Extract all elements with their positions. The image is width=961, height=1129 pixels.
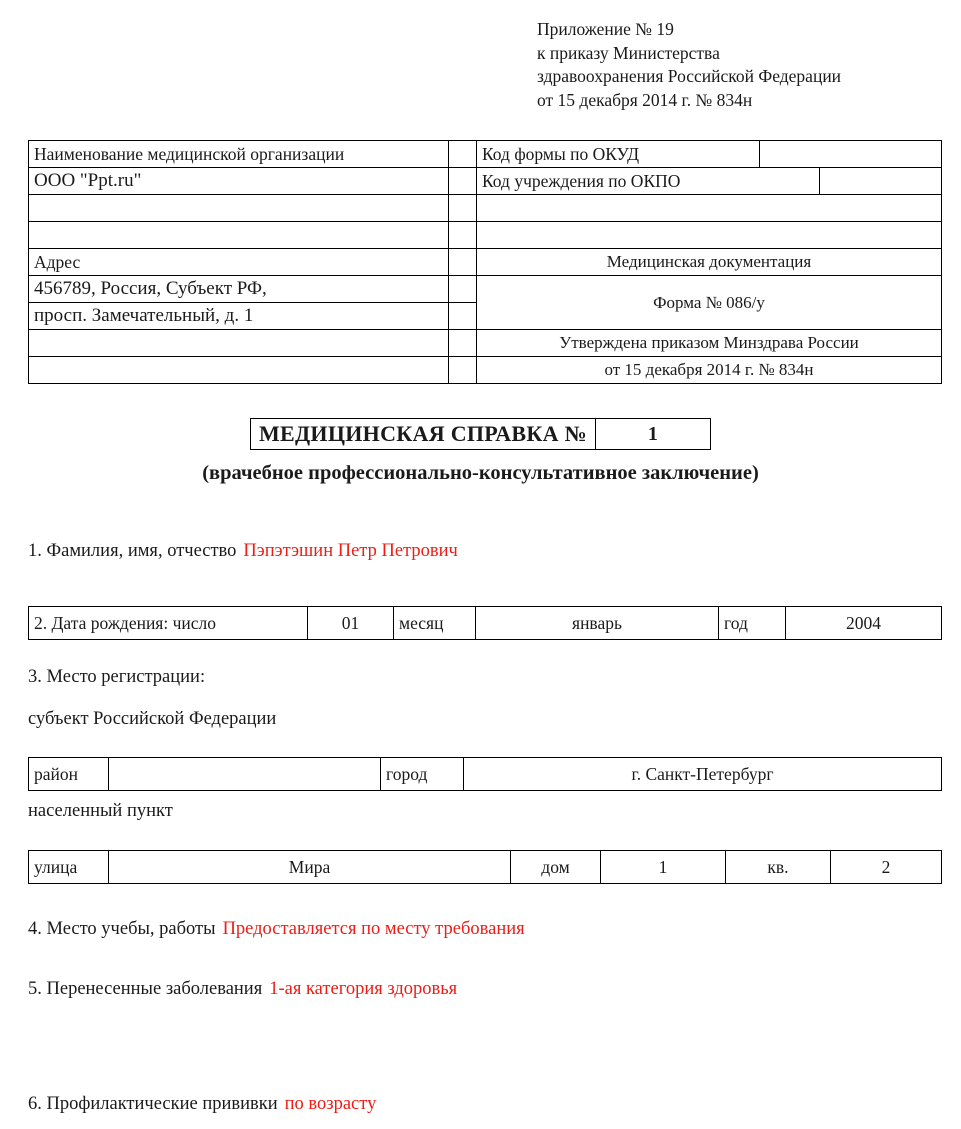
table-row — [29, 357, 942, 384]
field-past-diseases — [28, 978, 457, 1000]
org-name-label: Наименование медицинской организации — [29, 141, 449, 168]
document-type-label: Медицинская документация — [477, 249, 942, 276]
appendix-note — [537, 18, 841, 112]
approved-label-line-1: Утверждена приказом Минздрава России — [477, 330, 942, 357]
spacer-cell — [449, 303, 477, 330]
study-work-value[interactable]: Предоставляется по месту требования — [222, 919, 525, 939]
address-label: Адрес — [29, 249, 449, 276]
table-row — [29, 851, 942, 884]
spacer-cell — [449, 357, 477, 384]
spacer-cell — [449, 195, 477, 222]
field-vaccinations — [28, 1093, 376, 1115]
city-label: город — [381, 758, 464, 791]
apartment-label: кв. — [726, 851, 831, 884]
spacer-cell — [449, 330, 477, 357]
house-label: дом — [511, 851, 601, 884]
birth-date-label: 2. Дата рождения: число — [29, 607, 308, 640]
district-label: район — [29, 758, 109, 791]
table-row — [29, 168, 942, 195]
birth-month-value[interactable]: январь — [476, 607, 719, 640]
address-value-line-1[interactable]: 456789, Россия, Субъект РФ, — [29, 276, 449, 303]
diseases-label: 5. Перенесенные заболевания — [28, 979, 263, 999]
table-row — [29, 195, 942, 222]
birth-date-table — [28, 606, 942, 640]
table-row — [29, 222, 942, 249]
field-study-work — [28, 918, 525, 940]
certificate-title-block — [0, 418, 961, 450]
table-row — [250, 419, 710, 450]
table-row — [29, 758, 942, 791]
field-settlement — [28, 800, 173, 822]
street-address-table — [28, 850, 942, 884]
appendix-note-line-3: здравоохранения Российской Федерации — [537, 66, 842, 86]
birth-day-value[interactable]: 01 — [308, 607, 394, 640]
vaccines-label: 6. Профилактические прививки — [28, 1094, 278, 1114]
org-blank-cell-2[interactable] — [29, 222, 449, 249]
field-subject-rf — [28, 708, 276, 730]
right-blank-cell — [477, 195, 942, 222]
study-work-label: 4. Место учебы, работы — [28, 919, 216, 939]
appendix-note-line-1: Приложение № 19 — [537, 19, 674, 39]
page-title: МЕДИЦИНСКАЯ СПРАВКА № — [250, 419, 595, 450]
organization-table — [28, 140, 942, 384]
birth-month-label: месяц — [394, 607, 476, 640]
subject-label: субъект Российской Федерации — [28, 709, 277, 729]
table-row — [29, 141, 942, 168]
vaccines-value[interactable]: по возрасту — [284, 1094, 377, 1114]
spacer-cell — [449, 249, 477, 276]
birth-year-label: год — [719, 607, 786, 640]
form-number-label: Форма № 086/у — [477, 276, 942, 330]
okpo-label: Код учреждения по ОКПО — [477, 168, 820, 195]
fio-value[interactable]: Пэпэтэшин Петр Петрович — [243, 541, 458, 561]
fio-label: 1. Фамилия, имя, отчество — [28, 541, 237, 561]
certificate-subtitle: (врачебное профессионально-консультативное заключение) — [202, 462, 759, 484]
apartment-value[interactable]: 2 — [831, 851, 942, 884]
street-value[interactable]: Мира — [109, 851, 511, 884]
right-blank-cell-2 — [477, 222, 942, 249]
spacer-cell — [449, 168, 477, 195]
district-city-table — [28, 757, 942, 791]
okpo-value[interactable] — [820, 168, 942, 195]
table-row — [29, 330, 942, 357]
okud-label: Код формы по ОКУД — [477, 141, 760, 168]
address-value-line-2[interactable]: просп. Замечательный, д. 1 — [29, 303, 449, 330]
district-value[interactable] — [109, 758, 381, 791]
spacer-cell — [449, 222, 477, 249]
certificate-number[interactable]: 1 — [596, 419, 711, 450]
table-row — [29, 276, 942, 303]
street-label: улица — [29, 851, 109, 884]
house-value[interactable]: 1 — [601, 851, 726, 884]
registration-label: 3. Место регистрации: — [28, 667, 206, 687]
spacer-cell — [449, 276, 477, 303]
okud-value[interactable] — [760, 141, 942, 168]
city-value[interactable]: г. Санкт-Петербург — [464, 758, 942, 791]
spacer-cell — [449, 141, 477, 168]
certificate-title-table — [250, 418, 711, 450]
settlement-label: населенный пункт — [28, 801, 173, 821]
org-name-value[interactable]: ООО "Ppt.ru" — [29, 168, 449, 195]
birth-year-value[interactable]: 2004 — [786, 607, 942, 640]
address-blank-cell-2[interactable] — [29, 357, 449, 384]
table-row — [29, 249, 942, 276]
field-fio — [28, 540, 458, 562]
table-row — [29, 607, 942, 640]
approved-label-line-2: от 15 декабря 2014 г. № 834н — [477, 357, 942, 384]
appendix-note-line-2: к приказу Министерства — [537, 42, 720, 63]
org-blank-cell[interactable] — [29, 195, 449, 222]
address-blank-cell[interactable] — [29, 330, 449, 357]
field-registration-place — [28, 666, 205, 688]
appendix-note-line-4: от 15 декабря 2014 г. № 834н — [537, 89, 753, 110]
diseases-value[interactable]: 1-ая категория здоровья — [269, 979, 458, 999]
